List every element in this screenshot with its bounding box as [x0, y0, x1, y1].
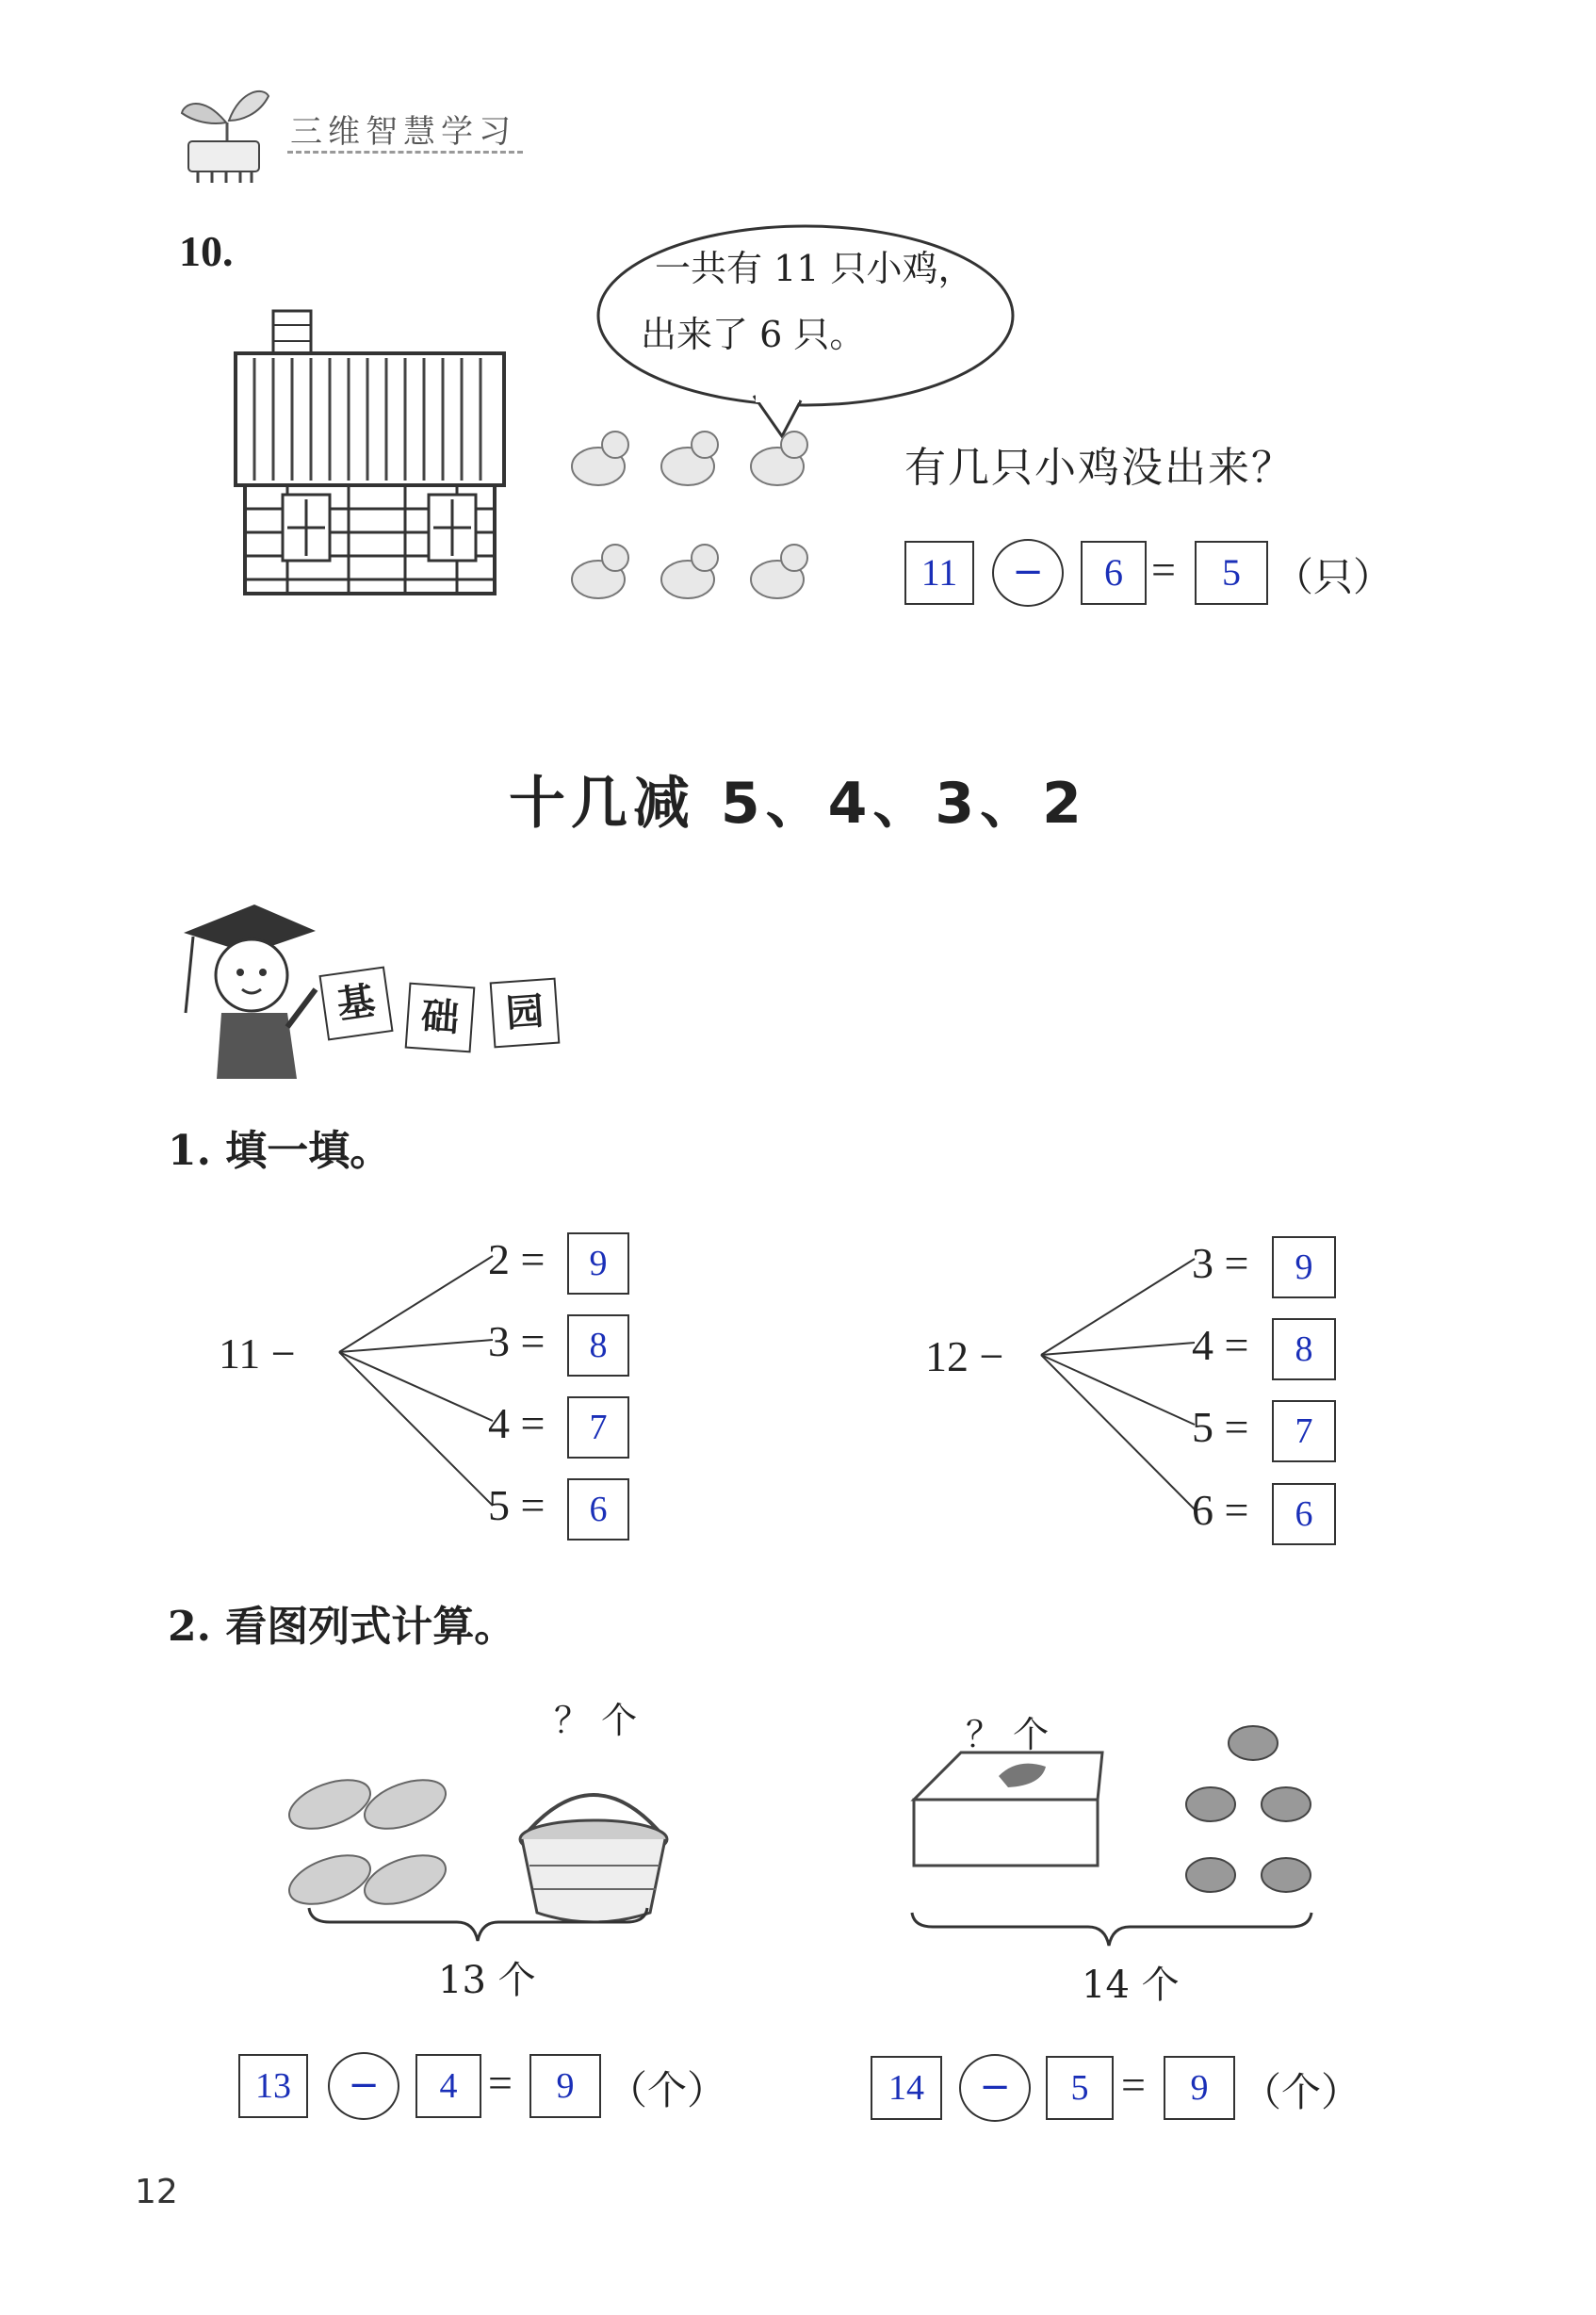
right-subtrahend-2: 4 =: [1192, 1321, 1249, 1369]
ex2-left-box-minuend[interactable]: 13: [238, 2054, 308, 2118]
question-number: 10.: [179, 227, 234, 275]
answer-box-result[interactable]: 5: [1195, 541, 1268, 605]
ex2-left-equals: =: [488, 2059, 513, 2107]
left-answer-box-3[interactable]: 7: [567, 1396, 629, 1459]
q10-question: 有几只小鸡没出来？: [904, 444, 1295, 492]
exercise-1-label: 1. 填一填。: [168, 1127, 392, 1175]
answer-box-minuend[interactable]: 11: [904, 541, 974, 605]
speech-line-1: 一共有 11 只小鸡，: [655, 248, 974, 289]
answer-box-subtrahend[interactable]: 6: [1081, 541, 1147, 605]
ex2-right-box-result[interactable]: 9: [1164, 2056, 1235, 2120]
ex2-right-equals: =: [1121, 2061, 1146, 2109]
right-subtrahend-4: 6 =: [1192, 1486, 1249, 1534]
left-subtrahend-1: 2 =: [488, 1235, 546, 1283]
left-subtrahend-4: 5 =: [488, 1481, 546, 1529]
fan-lines-left: [334, 1225, 504, 1536]
right-answer-box-1[interactable]: 9: [1272, 1236, 1336, 1298]
exercise-2-label: 2. 看图列式计算。: [168, 1603, 516, 1651]
ex2-left-circle-operator[interactable]: −: [328, 2052, 399, 2120]
left-subtrahend-3: 4 =: [488, 1399, 546, 1447]
graduate-mascot: [165, 895, 325, 1084]
right-answer-box-3[interactable]: 7: [1272, 1400, 1336, 1462]
chicks-illustration: [561, 424, 820, 612]
ex2-left-box-result[interactable]: 9: [529, 2054, 601, 2118]
right-answer-box-2[interactable]: 8: [1272, 1318, 1336, 1380]
header-title: 三维智慧学习: [290, 113, 516, 151]
speech-line-2: 出来了 6 只。: [641, 314, 866, 355]
page-number: 12: [135, 2173, 178, 2211]
ex2-right-circle-operator[interactable]: −: [959, 2054, 1031, 2122]
left-minuend: 11 −: [219, 1329, 296, 1378]
right-total-label: 14 个: [1082, 1964, 1180, 2007]
left-answer-box-2[interactable]: 8: [567, 1314, 629, 1377]
equals-sign: =: [1151, 546, 1176, 594]
ex2-left-box-subtrahend[interactable]: 4: [415, 2054, 481, 2118]
right-answer-box-4[interactable]: 6: [1272, 1483, 1336, 1545]
ex2-right-unit: （个）: [1242, 2069, 1361, 2115]
left-answer-box-4[interactable]: 6: [567, 1478, 629, 1541]
right-unknown-label: ？ 个: [966, 1714, 1050, 1755]
ex2-right-box-minuend[interactable]: 14: [871, 2056, 942, 2120]
left-total-label: 13 个: [438, 1959, 536, 2002]
answer-circle-operator[interactable]: −: [992, 539, 1064, 607]
fan-lines-right: [1036, 1225, 1206, 1536]
lesson-title: 十几减 5、4、3、2: [509, 771, 1087, 837]
left-answer-box-1[interactable]: 9: [567, 1232, 629, 1295]
right-brace: [909, 1908, 1314, 1950]
ex2-right-box-subtrahend[interactable]: 5: [1046, 2056, 1114, 2120]
right-minuend: 12 −: [925, 1332, 1004, 1380]
seedling-chip-logo: [174, 75, 278, 188]
header-divider: [287, 151, 523, 154]
left-subtrahend-2: 3 =: [488, 1317, 546, 1365]
ex2-left-unit: （个）: [608, 2067, 727, 2113]
left-unknown-label: ？ 个: [554, 1700, 638, 1741]
chicken-house-illustration: [231, 302, 513, 603]
right-subtrahend-3: 5 =: [1192, 1403, 1249, 1451]
badge-char-1: 基: [318, 966, 393, 1040]
badge-char-2: 础: [405, 983, 476, 1053]
badge-char-3: 园: [490, 978, 561, 1049]
right-subtrahend-1: 3 =: [1192, 1239, 1249, 1287]
unit-label: （只）: [1274, 554, 1393, 600]
left-brace: [306, 1903, 650, 1946]
